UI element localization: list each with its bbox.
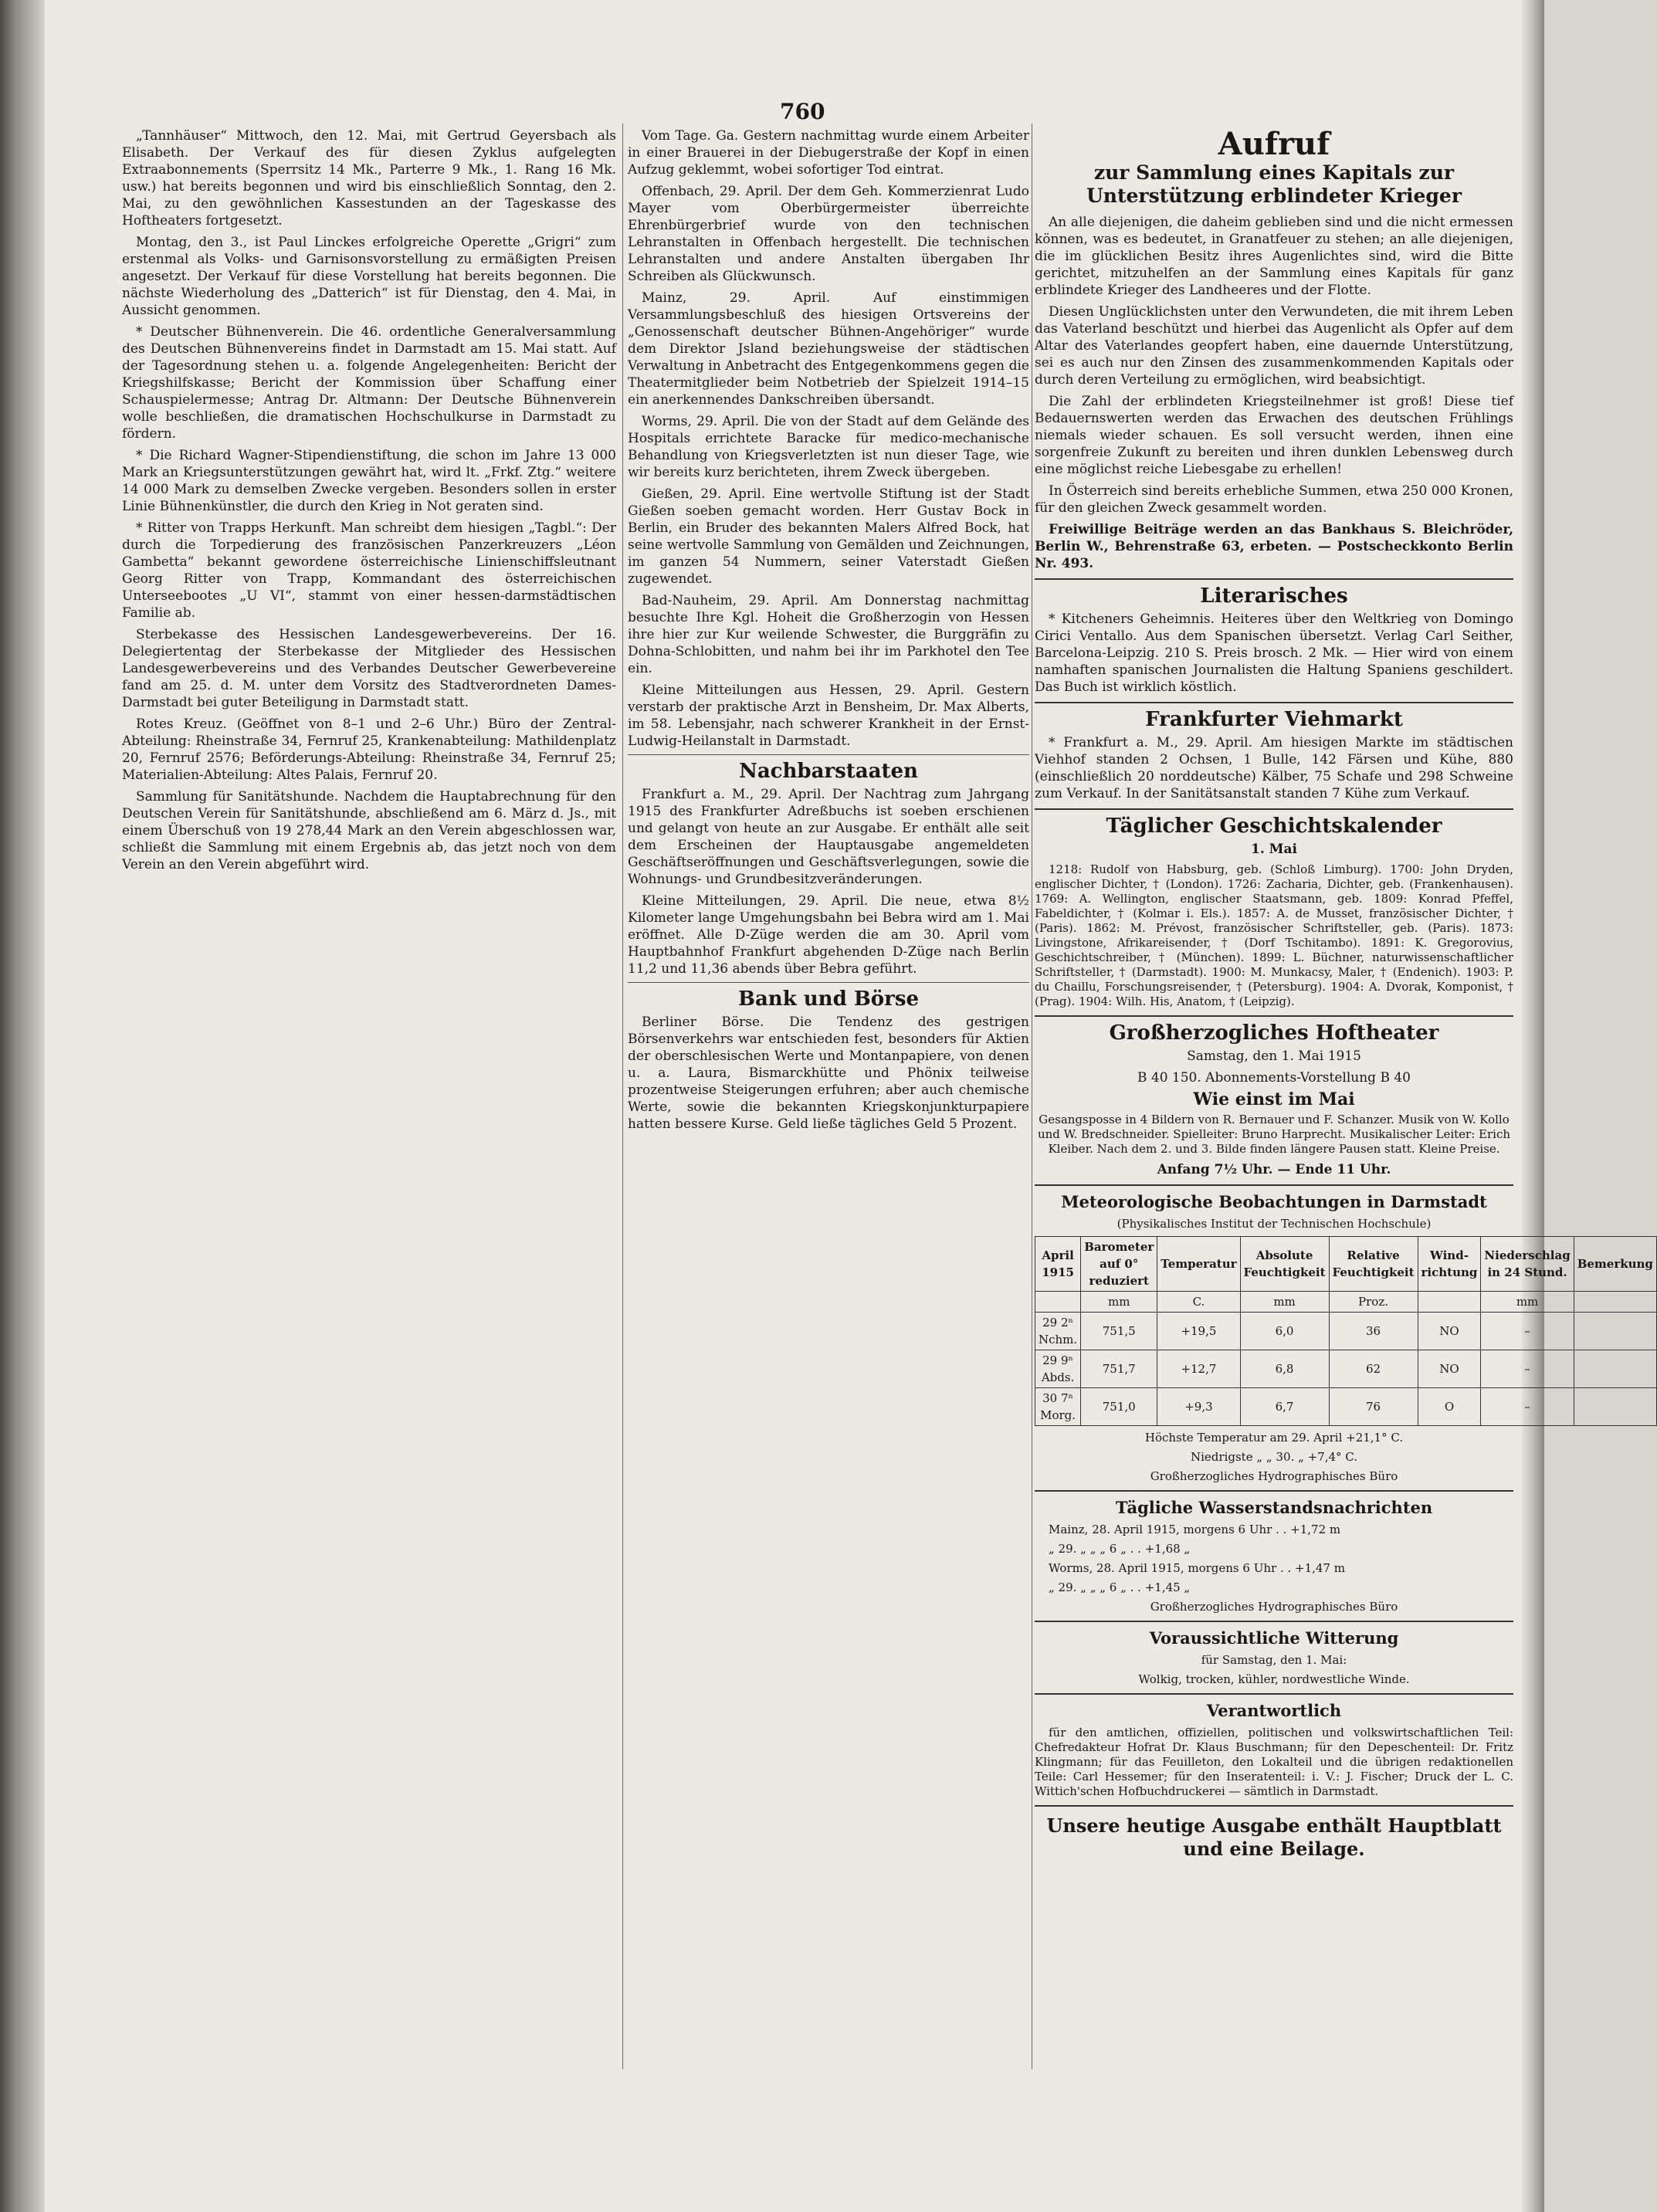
calendar-entries: 1218: Rudolf von Habsburg, geb. (Schloß Limburg). 1700: John Dryden, englischer Dichter, † (London). 1726: Zacharia, Dichter, geb. (Frankenhausen). 1769: A. Wellington, englischer Staatsmann, geb. 1809: Konrad Pfeffel, Fabeldichter, † (Kolmar i. Els.). 1857: A. de Musset, französischer Dichter, † (Paris). 1862: M. Prévost, französischer Schriftsteller, geb. (Paris). 1873: Livingstone, Afrikareisender, † (Dorf Tschitambo). 1891: K. Gregorovius, Geschichtschreiber, † (München). 1899: L. Büchner, naturwissenschaftlicher Schriftsteller, † (Darmstadt). 1900: M. Munkacsy, Maler, † (Endenich). 1903: P. du Chaillu, Forschungsreisender, † (Petersburg). 1904: A. Dvorak, Komponist, † (Prag). 1904: Wilh. His, Anatom, † (Leipzig). (1035, 862, 1513, 1008)
page-number: 760 (780, 99, 825, 124)
table-cell: 30 7ⁿ Morg. (1035, 1388, 1081, 1426)
table-cell: 29 2ⁿ Nchm. (1035, 1313, 1081, 1350)
aufruf-paragraph: Die Zahl der erblindeten Kriegsteilnehmer ist groß! Diese tief Bedauernswerten werden das Erwachen des deutschen Frühlings niemals wieder schauen. Es soll versucht werden, ihnen eine sorgenfreie Zukunft zu bereiten und ihren dunklen Lebensweg durch eine möglichst reiche Liebesgabe zu erhellen! (1035, 394, 1513, 477)
section-heading-verantwortlich: Verantwortlich (1206, 1701, 1342, 1720)
table-cell: 62 (1329, 1350, 1418, 1388)
forecast-text: Wolkig, trocken, kühler, nordwestliche Winde. (1138, 1672, 1410, 1686)
aufruf-paragraph: In Österreich sind bereits erhebliche Summen, etwa 250 000 Kronen, für den gleichen Zweck gesammelt worden. (1035, 483, 1513, 516)
table-cell: mm (1240, 1292, 1329, 1313)
table-cell: 751,0 (1081, 1388, 1157, 1426)
table-cell: +12,7 (1157, 1350, 1240, 1388)
section-heading-hoftheater: Großherzogliches Hoftheater (1109, 1021, 1439, 1045)
divider (628, 982, 1029, 983)
water-level-row: Worms, 28. April 1915, morgens 6 Uhr . . +1,47 m (1049, 1561, 1345, 1575)
water-level-row: „ 29. „ „ „ 6 „ . . +1,68 „ (1049, 1542, 1191, 1556)
table-cell: +19,5 (1157, 1313, 1240, 1350)
table-header-cell: Barometer auf 0° reduziert (1081, 1237, 1157, 1292)
column-rule (622, 124, 623, 2069)
max-temperature: Höchste Temperatur am 29. April +21,1° C. (1144, 1431, 1404, 1445)
table-cell: mm (1481, 1292, 1574, 1313)
divider (1035, 1805, 1513, 1807)
divider (1035, 1184, 1513, 1186)
table-cell: NO (1418, 1313, 1481, 1350)
theater-description: Gesangsposse in 4 Bildern von R. Bernauer und F. Schanzer. Musik von W. Kollo und W. Bredschneider. Spielleiter: Bruno Harprecht. Musikalischer Leiter: Erich Kleiber. Nach dem 2. und 3. Bilde finden längere Pausen statt. Kleine Preise. (1037, 1113, 1511, 1156)
divider (1035, 1693, 1513, 1695)
section-heading-wasserstand: Tägliche Wasserstandsnachrichten (1115, 1498, 1433, 1517)
article-paragraph: Berliner Börse. Die Tendenz des gestrigen Börsenverkehrs war entschieden fest, besonders für Aktien der oberschlesischen Werte und Montanpapiere, von denen u. a. Laura, Bismarckhütte und Phönix teilweise prozentweise Steigerungen erfuhren; aber auch chemische Werte, sowie die bekannten Kriegskonjunkturpapiere hatten bessere Kurse. Geld ließe tägliches Geld 5 Prozent. (628, 1015, 1029, 1132)
scan-gutter-left (0, 0, 45, 2212)
weather-table (1035, 1236, 1657, 1426)
table-cell: 751,7 (1081, 1350, 1157, 1388)
article-paragraph: „Tannhäuser“ Mittwoch, den 12. Mai, mit Gertrud Geyersbach als Elisabeth. Der Verkauf des für diesen Zyklus aufgelegten Extraabonnements (Sperrsitz 14 Mk., Parterre 9 Mk., 1. Rang 16 Mk. usw.) hat bereits begonnen und wird bis einschließlich Sonntag, den 2. Mai, zu den gewöhnlichen Kassestunden an der Tageskasse des Hoftheaters fortgesetzt. (122, 128, 616, 229)
theater-abonnement: B 40 150. Abonnements-Vorstellung B 40 (1137, 1070, 1411, 1086)
table-cell: 76 (1329, 1388, 1418, 1426)
article-paragraph: Kleine Mitteilungen, 29. April. Die neue, etwa 8½ Kilometer lange Umgehungsbahn bei Bebra wird am 1. Mai eröffnet. Alle D-Züge werden die am 30. April vom Hauptbahnhof Frankfurt abgehenden D-Züge nach Berlin 11,2 und 11,36 abends über Bebra geführt. (628, 893, 1029, 977)
article-paragraph: Rotes Kreuz. (Geöffnet von 8–1 und 2–6 Uhr.) Büro der Zentral-Abteilung: Rheinstraße 34, Fernruf 25, Krankenabteilung: Mathildenplatz 20, Fernruf 2576; Beförderungs-Abteilung: Rheinstraße 34, Fernruf 25; Materialien-Abteilung: Altes Palais, Fernruf 20. (122, 716, 616, 783)
water-level-row: „ 29. „ „ „ 6 „ . . +1,45 „ (1049, 1580, 1191, 1594)
article-paragraph: Bad-Nauheim, 29. April. Am Donnerstag nachmittag besuchte Ihre Kgl. Hoheit die Großherzogin von Hessen ihre hier zur Kur weilende Schwester, die Burggräfin zu Dohna-Schlobitten, und nahm bei ihr im Parkhotel den Tee ein. (628, 593, 1029, 676)
divider (628, 754, 1029, 755)
water-level-credit: Großherzogliches Hydrographisches Büro (1150, 1600, 1398, 1614)
divider (1035, 702, 1513, 703)
table-cell: – (1481, 1313, 1574, 1350)
aufruf-paragraph: An alle diejenigen, die daheim geblieben sind und die nicht ermessen können, was es bedeutet, in Granatfeuer zu stehen; an alle diejenigen, die im glücklichen Besitz ihres Augenlichtes sind, wird die Bitte gerichtet, mitzuhelfen an der Sammlung eines Kapitals für ganz erblindete Krieger des Landheeres und der Flotte. (1035, 215, 1513, 298)
table-header-cell: Wind-richtung (1418, 1237, 1481, 1292)
divider (1035, 1015, 1513, 1017)
article-paragraph: Mainz, 29. April. Auf einstimmigen Versammlungsbeschluß des hiesigen Ortsvereins der „Genossenschaft deutscher Bühnen-Angehöriger“ wurde dem Direktor Jsland beziehungsweise der städtischen Verwaltung in Anbetracht des Entgegenkommens gegen die Theatermitglieder beim Notbetrieb der Spielzeit 1914–15 ein anerkennendes Dankschreiben übersandt. (628, 290, 1029, 408)
divider (1035, 578, 1513, 580)
article-paragraph: Offenbach, 29. April. Der dem Geh. Kommerzienrat Ludo Mayer vom Oberbürgermeister überreichte Ehrenbürgerbrief wurde von den technischen Lehranstalten in Offenbach hergestellt. Die technischen Lehranstalten und andere Anstalten übergaben Ihr Schreiben als Glückwunsch. (628, 184, 1029, 284)
table-row (1035, 1313, 1657, 1350)
table-row (1035, 1350, 1657, 1388)
article-paragraph: Sammlung für Sanitätshunde. Nachdem die Hauptabrechnung für den Deutschen Verein für Sanitätshunde, abschließend am 6. März d. Js., mit einem Überschuß von 19 278,44 Mark an den Verein abgeschlossen war, schließt die Sammlung mit einem Ergebnis ab, das jetzt noch von dem Verein an den Verein abgeführt wird. (122, 789, 616, 872)
article-paragraph: Worms, 29. April. Die von der Stadt auf dem Gelände des Hospitals errichtete Baracke für medico-mechanische Behandlung von Kriegsverletzten ist nun dieser Tage, wie wir bereits kurz berichteten, ihrem Zweck übergeben. (628, 414, 1029, 480)
article-paragraph: * Ritter von Trapps Herkunft. Man schreibt dem hiesigen „Tagbl.“: Der durch die Torpedierung des französischen Panzerkreuzers „Léon Gambetta“ bekannt gewordene österreichische Linienschiffsleutnant Georg Ritter von Trapp, Kommandant des österreichischen Unterseebootes „U VI“, stammt von einer hessen-darmstädtischen Familie ab. (122, 520, 616, 621)
section-heading-bank: Bank und Börse (737, 987, 920, 1011)
table-cell: O (1418, 1388, 1481, 1426)
section-heading-geschichtskalender: Täglicher Geschichtskalender (1106, 815, 1442, 838)
table-cell (1574, 1313, 1656, 1350)
table-header-cell: Temperatur (1157, 1237, 1240, 1292)
article-paragraph: * Die Richard Wagner-Stipendienstiftung, die schon im Jahre 13 000 Mark an Kriegsunterstützungen gewährt hat, wird lt. „Frkf. Ztg.“ weitere 14 000 Mark zu demselben Zwecke vergeben. Besonders sollen in erster Linie Bühnenkünstler, die durch den Krieg in Not geraten sind. (122, 448, 616, 514)
min-temperature: Niedrigste „ „ 30. „ +7,4° C. (1191, 1450, 1357, 1464)
table-cell (1574, 1388, 1656, 1426)
column-1 (122, 127, 616, 878)
table-cell: – (1481, 1388, 1574, 1426)
water-level-row: Mainz, 28. April 1915, morgens 6 Uhr . . +1,72 m (1049, 1523, 1341, 1536)
column-2 (628, 127, 1029, 1137)
table-cell: 6,7 (1240, 1388, 1329, 1426)
divider (1035, 1621, 1513, 1622)
article-paragraph: * Deutscher Bühnenverein. Die 46. ordentliche Generalversammlung des Deutschen Bühnenvereins findet in Darmstadt am 15. Mai statt. Auf der Tagesordnung stehen u. a. folgende Angelegenheiten: Bericht der Kriegshilfskasse; Bericht der Kommission über Schaffung einer Schauspielermesse; Antrag Dr. Altmann: Der Deutsche Bühnenverein wolle beschließen, die dramatischen Hochschulkurse in Darmstadt zu fördern. (122, 324, 616, 442)
table-cell (1574, 1350, 1656, 1388)
section-heading-witterung: Voraussichtliche Witterung (1149, 1628, 1399, 1648)
article-paragraph: Sterbekasse des Hessischen Landesgewerbevereins. Der 16. Delegiertentag der Sterbekasse der Mitglieder des Hessischen Landesgewerbevereins und des Verbandes Deutscher Gewerbevereine fand am 25. d. M. unter dem Vorsitz des Stadtverordneten Dames-Darmstadt bei guter Beteiligung in Darmstadt statt. (122, 627, 616, 710)
forecast-date: für Samstag, den 1. Mai: (1201, 1653, 1347, 1667)
section-heading-meteorologie: Meteorologische Beobachtungen in Darmstadt (1061, 1192, 1487, 1211)
imprint-text: für den amtlichen, offiziellen, politischen und volkswirtschaftlichen Teil: Chefredakteur Hofrat Dr. Klaus Buschmann; für den Depeschenteil: Dr. Fritz Klingmann; für das Feuilleton, den Lokalteil und die übrigen redaktionellen Teile: Carl Hessemer; für den Inseratenteil: i. V.: J. Fischer; Druck der L. C. Wittich'schen Hofbuchdruckerei — sämtlich in Darmstadt. (1035, 1726, 1513, 1798)
table-cell (1418, 1292, 1481, 1313)
table-header-cell: April 1915 (1035, 1237, 1081, 1292)
aufruf-footer: Freiwillige Beiträge werden an das Bankhaus S. Bleichröder, Berlin W., Behrenstraße 63, erbeten. — Postscheckkonto Berlin Nr. 493. (1035, 522, 1513, 571)
section-heading-viehmarkt: Frankfurter Viehmarkt (1145, 708, 1403, 731)
article-paragraph: Vom Tage. Ga. Gestern nachmittag wurde einem Arbeiter in einer Brauerei in der Diebugerstraße der Kopf in einen Aufzug geklemmt, wobei sofortiger Tod eintrat. (628, 128, 1029, 178)
table-cell: 36 (1329, 1313, 1418, 1350)
aufruf-title: Aufruf (1218, 126, 1330, 162)
divider (1035, 1490, 1513, 1492)
table-cell: +9,3 (1157, 1388, 1240, 1426)
table-cell (1574, 1292, 1656, 1313)
section-heading-literarisches: Literarisches (1200, 584, 1348, 608)
edition-note: Unsere heutige Ausgabe enthält Hauptblatt und eine Beilage. (1046, 1814, 1502, 1860)
aufruf-paragraph: Diesen Unglücklichsten unter den Verwundeten, die mit ihrem Leben das Vaterland beschützt und hierbei das Augenlicht als Opfer auf dem Altar des Vaterlandes geopfert haben, eine dauernde Unterstützung, sei es auch nur den Zinsen des zusammenkommenden Kapitals oder durch deren Verteilung zu ermöglichen, wird beabsichtigt. (1035, 304, 1513, 388)
aufruf-subtitle: zur Sammlung eines Kapitals zur Unterstützung erblindeter Krieger (1086, 161, 1462, 207)
table-cell: Proz. (1329, 1292, 1418, 1313)
table-cell (1035, 1292, 1081, 1313)
table-cell: NO (1418, 1350, 1481, 1388)
column-3 (1035, 126, 1653, 1861)
section-heading-nachbarstaaten: Nachbarstaaten (739, 760, 918, 783)
article-paragraph: * Frankfurt a. M., 29. April. Am hiesigen Markte im städtischen Viehhof standen 2 Ochsen, 1 Bulle, 142 Färsen und Kühe, 880 (einschließlich 20 norddeutsche) Kälber, 75 Schafe und 298 Schweine zum Verkauf. In der Sanitätsanstalt standen 7 Kühe zum Verkauf. (1035, 735, 1513, 801)
table-header-cell: Relative Feuchtigkeit (1329, 1237, 1418, 1292)
table-cell: 6,8 (1240, 1350, 1329, 1388)
calendar-date: 1. Mai (1251, 842, 1297, 857)
table-units-row (1035, 1292, 1657, 1313)
article-paragraph: Kleine Mitteilungen aus Hessen, 29. April. Gestern verstarb der praktische Arzt in Bensheim, Dr. Max Alberts, im 58. Lebensjahr, nach schwerer Krankheit in der Ernst-Ludwig-Heilanstalt in Darmstadt. (628, 683, 1029, 749)
table-cell: mm (1081, 1292, 1157, 1313)
table-header-cell: Niederschlag in 24 Stund. (1481, 1237, 1574, 1292)
theater-time: Anfang 7½ Uhr. — Ende 11 Uhr. (1157, 1162, 1391, 1177)
table-cell: 29 9ⁿ Abds. (1035, 1350, 1081, 1388)
article-paragraph: Montag, den 3., ist Paul Linckes erfolgreiche Operette „Grigri“ zum erstenmal als Volks- und Garnisonsvorstellung zu ermäßigten Preisen angesetzt. Der Verkauf für diese Vorstellung hat bereits begonnen. Die nächste Wiederholung des „Datterich“ ist für Dienstag, den 4. Mai, in Aussicht genommen. (122, 235, 616, 318)
divider (1035, 808, 1513, 810)
meteorology-credit: Großherzogliches Hydrographisches Büro (1150, 1469, 1398, 1483)
table-cell: C. (1157, 1292, 1240, 1313)
meteorology-subtitle: (Physikalisches Institut der Technischen Hochschule) (1117, 1217, 1432, 1231)
table-cell: – (1481, 1350, 1574, 1388)
table-cell: 6,0 (1240, 1313, 1329, 1350)
table-header-cell: Absolute Feuchtigkeit (1240, 1237, 1329, 1292)
theater-date: Samstag, den 1. Mai 1915 (1187, 1048, 1361, 1064)
table-cell: 751,5 (1081, 1313, 1157, 1350)
article-paragraph: Gießen, 29. April. Eine wertvolle Stiftung ist der Stadt Gießen soeben gemacht worden. Herr Gustav Bock in Berlin, ein Bruder des bekannten Malers Alfred Bock, hat seine wertvolle Sammlung von Gemälden und Zeichnungen, im ganzen 54 Nummern, seiner Vaterstadt Gießen zugewendet. (628, 486, 1029, 587)
table-header-row (1035, 1237, 1657, 1292)
article-paragraph: Frankfurt a. M., 29. April. Der Nachtrag zum Jahrgang 1915 des Frankfurter Adreßbuchs ist soeben erschienen und gelangt von heute an zur Ausgabe. Er enthält alle seit dem Erscheinen der Hauptausgabe angemeldeten Geschäftseröffnungen und Geschäftsverlegungen, sowie die Wohnungs- und Grundbesitzveränderungen. (628, 787, 1029, 887)
article-paragraph: * Kitcheners Geheimnis. Heiteres über den Weltkrieg von Domingo Cirici Ventallo. Aus dem Spanischen übersetzt. Verlag Carl Seither, Barcelona-Leipzig. 210 S. Preis brosch. 2 Mk. — Hier wird von einem namhaften spanischen Journalisten die Haltung Spaniens geschildert. Das Buch ist wirklich köstlich. (1035, 611, 1513, 695)
scan-gutter-right (1521, 0, 1544, 2212)
table-header-cell: Bemerkung (1574, 1237, 1656, 1292)
theater-play-title: Wie einst im Mai (1193, 1089, 1355, 1109)
table-row (1035, 1388, 1657, 1426)
